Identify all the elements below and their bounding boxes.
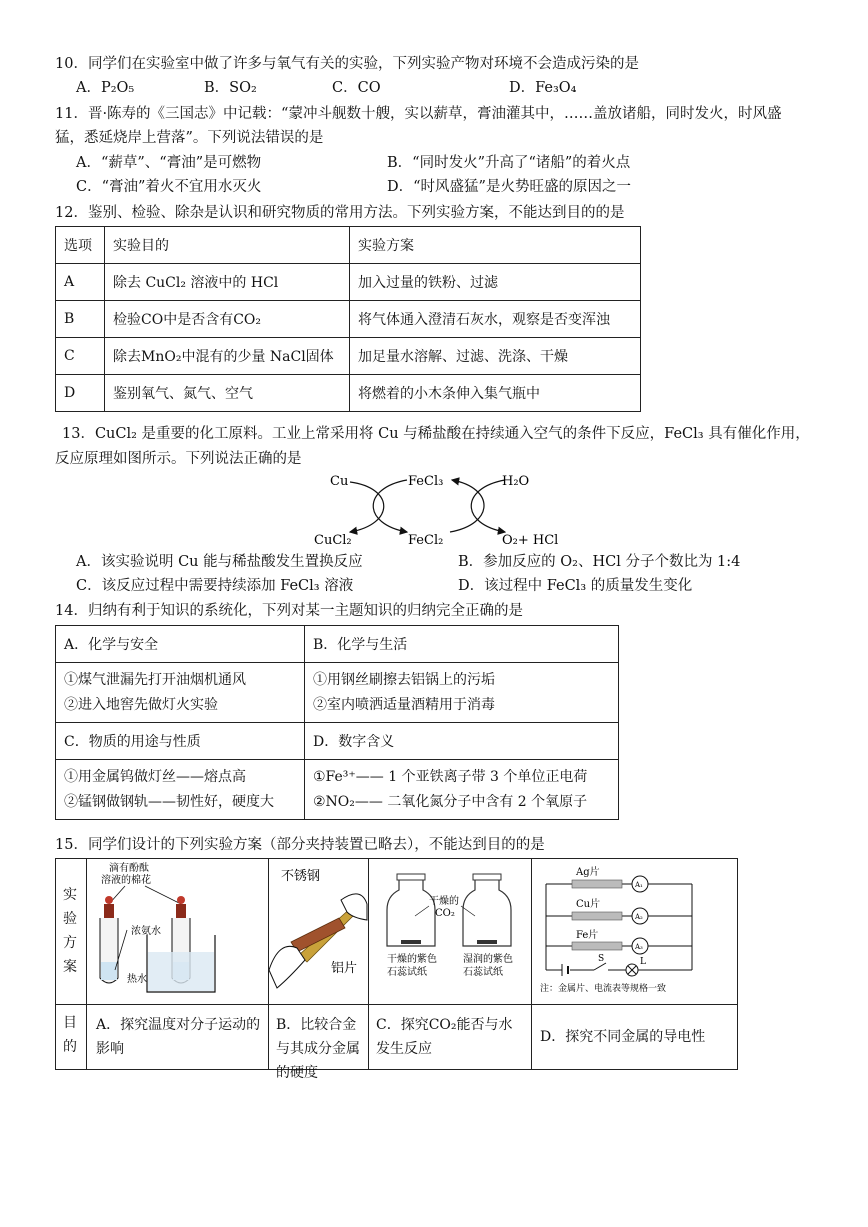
purpose-b: B．比较合金与其成分金属的硬度 [276,1017,360,1081]
table-cell: 加足量水溶解、过滤、洗涤、干燥 [350,338,641,375]
fecl2-label: FeCl₂ [408,533,444,548]
table-cell: D [56,375,105,412]
purpose-a: A．探究温度对分子运动的影响 [96,1017,261,1057]
cu-label: Cu [330,474,349,489]
q10-option-c: C．CO [332,80,381,96]
cell-line: ①用金属钨做灯丝——熔点高 [64,768,246,785]
table-header-row [56,227,641,264]
q10-option-b: B．SO₂ [204,80,257,96]
q10-stem: 10．同学们在实验室中做了许多与氧气有关的实验，下列实验产物对环境不会造成污染的是 [55,56,639,72]
q13-option-c: C．该反应过程中需要持续添加 FeCl₃ 溶液 [76,578,354,594]
table-cell: A [56,264,105,301]
cell-line: ②进入地窖先做灯火实验 [64,696,218,713]
q14-table [55,625,619,820]
q10-option-d: D．Fe₃O₄ [509,80,577,96]
table-cell-title: A．化学与安全 [56,626,305,663]
cucl2-label: CuCl₂ [314,533,352,548]
fig-d-label: L [640,957,646,967]
table-cell: 检验CO中是否含有CO₂ [105,301,350,338]
dropper-bulb-icon [177,896,185,904]
q15-stem: 15．同学们设计的下列实验方案（部分夹持装置已略去），不能达到目的的是 [55,837,545,853]
q10-option-a: A．P₂O₅ [76,80,135,96]
metal-strip-icon [572,942,622,950]
fig-d-label: A₃ [635,943,643,951]
figure-a-diffusion [87,860,267,1003]
fig-d-label: Fe片 [576,930,599,941]
figure-c-bottles [369,860,531,1003]
table-cell: 除去 CuCl₂ 溶液中的 HCl [105,264,350,301]
litmus-paper-icon [477,940,497,944]
table-cell-title: B．化学与生活 [305,626,619,663]
fig-c-label: 干燥的紫色 [387,954,437,965]
fig-c-label: 石蕊试纸 [387,967,427,978]
table-row [56,626,619,663]
q13-stem-2: 反应原理如图所示。下列说法正确的是 [55,451,302,467]
q11-stem-1: 11．晋·陈寿的《三国志》中记载：“蒙冲斗舰数十艘，实以薪草，膏油灌其中，……盖放诸船，同时发火，时风盛 [55,106,782,122]
q13-option-b: B．参加反应的 O₂、HCl 分子个数比为 1:4 [458,554,741,570]
table-cell: B [56,301,105,338]
table-header-cell: 实验方案 [350,227,641,264]
table-cell [56,663,305,723]
figure-b-hardness [269,860,368,1003]
fig-d-note: 注：金属片、电流表等规格一致 [540,984,667,994]
h2o-label: H₂O [502,474,530,489]
fig-d-label: Ag片 [576,867,600,878]
cu-to-cucl2-arrow [350,482,384,532]
table-cell: C [56,338,105,375]
fecl2-to-fecl3-arrow [450,480,484,532]
table-cell: 加入过量的铁粉、过滤 [350,264,641,301]
q11-option-c: C．“膏油”着火不宜用水灭火 [76,179,262,195]
purpose-d: D．探究不同金属的导电性 [540,1029,706,1045]
row-head-purpose: 目的 [63,1015,77,1055]
fig-d-label: Cu片 [576,899,601,910]
table-cell: 将燃着的小木条伸入集气瓶中 [350,375,641,412]
fig-c-label: 干燥的 [429,896,459,907]
table-cell: 将气体通入澄清石灰水，观察是否变浑浊 [350,301,641,338]
table-cell-title: D．数字含义 [305,723,619,760]
table-cell [305,663,619,723]
gas-bottle-icon [463,880,511,946]
q11-option-b: B．“同时发火”升高了“诸船”的着火点 [387,155,631,171]
fig-b-label: 不锈钢 [281,869,321,884]
cell-line: ②NO₂—— 二氧化氮分子中含有 2 个氧原子 [313,793,588,810]
fecl3-label: FeCl₃ [408,474,444,489]
fig-c-label: 湿润的紫色 [463,954,513,965]
fig-d-label: A₂ [635,913,643,921]
cell-line: ②室内喷洒适量酒精用于消毒 [313,696,495,713]
q13-stem-1: 13．CuCl₂ 是重要的化工原料。工业上常采用将 Cu 与稀盐酸在持续通入空气的条件下反应，FeCl₃ 具有催化作用， [62,426,810,442]
table-row [56,375,641,412]
q12-table [55,226,641,412]
table-row [56,760,619,820]
stopper-icon [176,904,186,920]
q13-option-a: A．该实验说明 Cu 能与稀盐酸发生置换反应 [76,554,363,570]
q11-option-a: A．“薪草”、“膏油”是可燃物 [76,155,262,171]
litmus-paper-icon [401,940,421,944]
row-head-plan: 实验方案 [63,887,77,975]
metal-strip-icon [572,880,622,888]
table-cell [56,760,305,820]
q11-option-d: D．“时风盛猛”是火势旺盛的原因之一 [387,179,631,195]
table-cell: 除去MnO₂中混有的少量 NaCl固体 [105,338,350,375]
table-cell [305,760,619,820]
table-cell-title: C．物质的用途与性质 [56,723,305,760]
fig-d-label: S [598,954,605,964]
q11-stem-2: 猛，悉延烧岸上营落”。下列说法错误的是 [55,130,324,146]
gas-bottle-icon [387,880,435,946]
figure-d-circuit [532,860,736,1003]
cell-line: ①煤气泄漏先打开油烟机通风 [64,671,246,688]
fig-c-label: 石蕊试纸 [463,967,503,978]
fig-a-label: 浓氨水 [131,926,161,937]
purpose-c: C．探究CO₂能否与水发生反应 [376,1017,513,1057]
q13-option-d: D．该过程中 FeCl₃ 的质量发生变化 [458,578,693,594]
fig-d-label: A₁ [635,881,643,889]
fig-a-label: 热水 [127,974,147,985]
table-row [56,723,619,760]
cell-line: ②锰钢做钢轨——韧性好，硬度大 [64,793,274,810]
table-row [56,264,641,301]
fig-a-label: 溶液的棉花 [101,875,151,886]
cell-line: ①Fe³⁺—— 1 个亚铁离子带 3 个单位正电荷 [313,768,588,785]
o2-hcl-label: O₂+ HCl [502,533,559,548]
catalytic-cycle-diagram [300,466,580,554]
hand-left-icon [269,946,305,988]
table-header-cell: 实验目的 [105,227,350,264]
cell-line: ①用钢丝刷擦去铝锅上的污垢 [313,671,495,688]
metal-strip-icon [572,912,622,920]
q14-stem: 14．归纳有利于知识的系统化，下列对某一主题知识的归纳完全正确的是 [55,603,523,619]
table-row [56,301,641,338]
table-row [56,338,641,375]
table-header-cell: 选项 [56,227,105,264]
table-row [56,663,619,723]
fig-b-label: 铝片 [331,961,358,976]
q12-stem: 12．鉴别、检验、除杂是认识和研究物质的常用方法。下列实验方案，不能达到目的的是 [55,205,625,221]
fecl3-to-fecl2-arrow [373,480,407,532]
fig-a-label: 滴有酚酞 [109,863,149,874]
q15-table [55,858,738,1081]
o2-to-h2o-arrow [471,480,505,532]
fig-c-label: CO₂ [435,908,455,919]
table-cell: 鉴别氧气、氮气、空气 [105,375,350,412]
stopper-icon [104,904,114,920]
dropper-bulb-icon [105,896,113,904]
